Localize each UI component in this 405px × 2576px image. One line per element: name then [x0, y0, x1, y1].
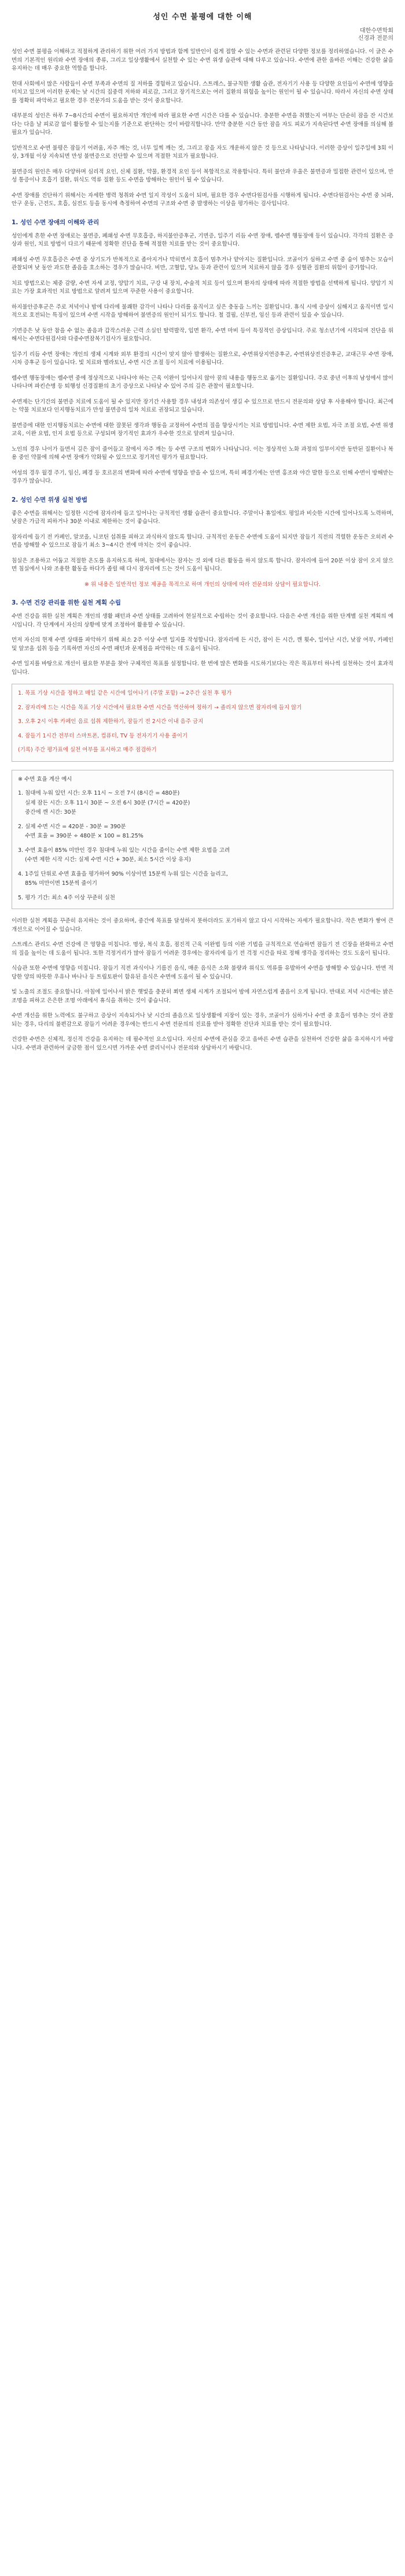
section-paragraph: 하지불안증후군은 주로 저녁이나 밤에 다리에 불쾌한 감각이 나타나 다리를 움직이고 싶은 충동을 느끼는 질환입니다. 휴식 시에 증상이 심해지고 움직이면 일시적으로 호전되는 특징이 있으며 수면 시작을 방해하여 불면증의 원인이 되기도 합니다. 철 결핍, 신부전, 임신 등과 관련이 있을 수 있습니다. — [12, 303, 393, 318]
intro — [12, 48, 393, 209]
section-paragraph: 잠자리에 들기 전 카페인, 알코올, 니코틴 섭취를 피하고 과식하지 않도록 합니다. 규칙적인 운동은 수면에 도움이 되지만 잠들기 직전의 격렬한 운동은 오히려 수면을 방해할 수 있으므로 잠들기 최소 3~4시간 전에 마치는 것이 좋습니다. — [12, 533, 393, 548]
section-paragraph: 식습관 또한 수면에 영향을 미칩니다. 잠들기 직전 과식이나 기름진 음식, 매운 음식은 소화 불량과 위식도 역류를 유발하여 수면을 방해할 수 있습니다. 반면 적당한 양의 따뜻한 우유나 바나나 등 트립토판이 함유된 음식은 수면에 도움이 될 수 있습니다. — [12, 965, 393, 980]
section-paragraph: 수면 일지를 바탕으로 개선이 필요한 부분을 찾아 구체적인 목표를 설정합니다. 한 번에 많은 변화를 시도하기보다는 작은 목표부터 하나씩 실천하는 것이 효과적입니다. — [12, 661, 393, 676]
intro-paragraph: 성인 수면 불평을 이해하고 적절하게 관리하기 위한 여러 가지 방법과 함께 일반인이 쉽게 접할 수 있는 수면과 관련된 다양한 정보를 정리하였습니다. 이 글은 수면의 기본적인 원리와 수면 장애의 종류, 그리고 일상생활에서 실천할 수 있는 수면 위생 습관에 대해 다루고 있습니다. 수면에 관한 올바른 이해는 건강한 삶을 유지하는 데 매우 중요한 역할을 합니다. — [12, 49, 393, 72]
section-paragraph: 불면증에 대한 인지행동치료는 수면에 대한 잘못된 생각과 행동을 교정하여 수면의 질을 향상시키는 치료 방법입니다. 수면 제한 요법, 자극 조절 요법, 수면 위생 교육, 이완 요법, 인지 요법 등으로 구성되며 장기적인 효과가 우수한 것으로 알려져 있습니다. — [12, 422, 393, 437]
disclaimer-note: ※ 위 내용은 일반적인 정보 제공을 목적으로 하며 개인의 상태에 따라 전문의와 상담이 필요합니다. — [84, 581, 321, 588]
section-paragraph: 여성의 경우 월경 주기, 임신, 폐경 등 호르몬의 변화에 따라 수면에 영향을 받을 수 있으며, 특히 폐경기에는 안면 홍조와 야간 발한 등으로 인해 수면이 방해받는 경우가 많습니다. — [12, 469, 393, 484]
example-line: 2. 실제 수면 시간 = 420분 - 30분 = 390분 — [18, 823, 126, 830]
author-org: 대한수면학회 — [360, 28, 393, 34]
document-title: 성인 수면 불평에 대한 이해 — [153, 13, 252, 21]
example-line: 실제 잠든 시간: 오후 11시 30분 ~ 오전 6시 30분 (7시간 = 420분) — [18, 799, 190, 806]
plan-line: (기록) 주간 평가표에 실천 여부를 표시하고 매주 점검하기 — [18, 747, 157, 753]
intro-paragraph: 현대 사회에서 많은 사람들이 수면 부족과 수면의 질 저하를 경험하고 있습니다. 스트레스, 불규칙한 생활 습관, 전자기기 사용 등 다양한 요인들이 수면에 영향을 미치고 있으며 이러한 문제는 낮 시간의 집중력 저하와 피로감, 그리고 장기적으로는 여러 질환의 위험을 높이는 원인이 될 수 있습니다. 따라서 자신의 수면 상태를 정확히 파악하고 필요한 경우 전문가의 도움을 받는 것이 중요합니다. — [12, 80, 393, 104]
section-paragraph: 치료 방법으로는 체중 감량, 수면 자세 교정, 양압기 치료, 구강 내 장치, 수술적 치료 등이 있으며 환자의 상태에 따라 적절한 방법을 선택하게 됩니다. 양압기 치료는 가장 효과적인 치료 방법으로 알려져 있으며 꾸준한 사용이 중요합니다. — [12, 280, 393, 295]
section-paragraph: 수면 건강을 위한 실천 계획은 개인의 생활 패턴과 수면 상태를 고려하여 현실적으로 수립하는 것이 중요합니다. 다음은 수면 개선을 위한 단계별 실천 계획의 예시입니다. 각 단계에서 자신의 상황에 맞게 조정하여 활용할 수 있습니다. — [12, 613, 393, 628]
plan-box — [12, 684, 393, 762]
section-paragraph: 이러한 실천 계획을 꾸준히 유지하는 것이 중요하며, 중간에 목표를 달성하지 못하더라도 포기하지 않고 다시 시작하는 자세가 필요합니다. 작은 변화가 쌓여 큰 개선으로 이어질 수 있습니다. — [12, 918, 393, 933]
section-paragraph: 먼저 자신의 현재 수면 상태를 파악하기 위해 최소 2주 이상 수면 일지를 작성합니다. 잠자리에 든 시간, 잠이 든 시간, 깬 횟수, 일어난 시간, 낮잠 여부, 카페인 및 알코올 섭취 등을 기록하면 자신의 수면 패턴과 문제점을 파악하는 데 도움이 됩니다. — [12, 637, 393, 652]
section-paragraph: 수면 개선을 위한 노력에도 불구하고 증상이 지속되거나 낮 시간의 졸음으로 일상생활에 지장이 있는 경우, 코골이가 심하거나 수면 중 호흡이 멈추는 것이 관찰되는 경우, 다리의 불편감으로 잠들기 어려운 경우에는 반드시 수면 전문의의 진료를 받아 정확한 진단과 치료를 받는 것이 필요합니다. — [12, 1013, 393, 1028]
intro-paragraph: 일반적으로 수면 불평은 잠들기 어려움, 자주 깨는 것, 너무 일찍 깨는 것, 그리고 잠을 자도 개운하지 않은 것 등으로 나타납니다. 이러한 증상이 일주일에 3회 이상, 3개월 이상 지속되면 만성 불면증으로 진단할 수 있으며 적절한 치료가 필요합니다. — [12, 144, 393, 160]
section-paragraph: 건강한 수면은 신체적, 정신적 건강을 유지하는 데 필수적인 요소입니다. 자신의 수면에 관심을 갖고 올바른 수면 습관을 실천하여 건강한 삶을 유지하시기 바랍니다. 수면과 관련하여 궁금한 점이 있으시면 가까운 수면 클리닉이나 전문의와 상담하시기 바랍니다. — [12, 1036, 393, 1051]
section-paragraph: 성인에게 흔한 수면 장애로는 불면증, 폐쇄성 수면 무호흡증, 하지불안증후군, 기면증, 일주기 리듬 수면 장애, 렘수면 행동장애 등이 있습니다. 각각의 질환은 증상과 원인, 치료 방법이 다르기 때문에 정확한 진단을 통해 적절한 치료를 받는 것이 중요합니다. — [12, 232, 393, 247]
example-line: ※ 수면 효율 계산 예시 — [18, 776, 72, 783]
example-line: 4. 1주일 단위로 수면 효율을 평가하여 90% 이상이면 15분씩 누워 있는 시간을 늘리고, — [18, 870, 228, 877]
section-paragraph: 기면증은 낮 동안 참을 수 없는 졸음과 갑작스러운 근력 소실인 탈력발작, 입면 환각, 수면 마비 등이 특징적인 증상입니다. 주로 청소년기에 시작되며 진단을 위해서는 수면다원검사와 다중수면잠복기검사가 필요합니다. — [12, 327, 393, 342]
section-paragraph: 노인의 경우 나이가 들면서 깊은 잠이 줄어들고 잠에서 자주 깨는 등 수면 구조의 변화가 나타납니다. 이는 정상적인 노화 과정의 일부이지만 동반된 질환이나 복용 중인 약물에 의해 수면 장애가 악화될 수 있으므로 정기적인 평가가 필요합니다. — [12, 446, 393, 461]
section-heading: 1. 성인 수면 장애의 이해와 관리 — [12, 218, 100, 226]
plan-line: 4. 잠들기 1시간 전부터 스마트폰, 컴퓨터, TV 등 전자기기 사용 줄이기 — [18, 732, 188, 739]
section-3 — [12, 598, 393, 1052]
example-line: (수면 제한 시작 시간: 실제 수면 시간 + 30분, 최소 5시간 이상 유지) — [18, 857, 192, 863]
plan-line: 1. 목표 기상 시간을 정하고 매일 같은 시간에 일어나기 (주말 포함) → 2주간 실천 후 평가 — [18, 690, 232, 696]
efficiency-example-box — [12, 770, 393, 910]
author-role: 신경과 전문의 — [358, 35, 393, 42]
section-paragraph: 빛 노출의 조절도 중요합니다. 아침에 일어나서 밝은 햇빛을 충분히 쬐면 생체 시계가 조절되어 밤에 자연스럽게 졸음이 오게 됩니다. 반대로 저녁 시간에는 밝은 조명을 피하고 은은한 조명 아래에서 휴식을 취하는 것이 좋습니다. — [12, 989, 393, 1004]
example-line: 1. 침대에 누워 있던 시간: 오후 11시 ~ 오전 7시 (8시간 = 480분) — [18, 790, 180, 796]
section-paragraph: 폐쇄성 수면 무호흡증은 수면 중 상기도가 반복적으로 좁아지거나 막히면서 호흡이 멈추거나 얕아지는 질환입니다. 코골이가 심하고 수면 중 숨이 멈추는 모습이 관찰되며 낮 동안 과도한 졸음을 호소하는 경우가 많습니다. 비만, 고혈압, 당뇨 등과 관련이 있으며 치료하지 않을 경우 심혈관 질환의 위험이 증가합니다. — [12, 256, 393, 271]
example-line: 3. 수면 효율이 85% 미만인 경우 침대에 누워 있는 시간을 줄이는 수면 제한 요법을 고려 — [18, 847, 230, 854]
section-1 — [12, 218, 393, 486]
section-heading: 3. 수면 건강 관리를 위한 실천 계획 수립 — [12, 599, 122, 606]
section-paragraph: 스트레스 관리도 수면 건강에 큰 영향을 미칩니다. 명상, 복식 호흡, 점진적 근육 이완법 등의 이완 기법을 규칙적으로 연습하면 잠들기 전 긴장을 완화하고 수면의 질을 높이는 데 도움이 됩니다. 또한 걱정거리가 많아 잠들기 어려운 경우에는 잠자리에 들기 전 걱정 시간을 따로 정해 생각을 정리하는 것도 도움이 됩니다. — [12, 942, 393, 957]
document — [0, 0, 405, 1059]
section-paragraph: 좋은 수면을 위해서는 일정한 시간에 잠자리에 들고 일어나는 규칙적인 생활 습관이 중요합니다. 주말이나 휴일에도 평일과 비슷한 시간에 일어나도록 노력하며, 낮잠은 가급적 피하거나 30분 이내로 제한하는 것이 좋습니다. — [12, 510, 393, 525]
section-2 — [12, 495, 393, 590]
plan-line: 3. 오후 2시 이후 카페인 음료 섭취 제한하기, 잠들기 전 2시간 이내 음주 금지 — [18, 718, 204, 725]
section-heading: 2. 성인 수면 위생 실천 방법 — [12, 496, 88, 503]
section-paragraph: 침실은 조용하고 어둡고 적절한 온도를 유지하도록 하며, 침대에서는 잠자는 것 외에 다른 활동을 하지 않도록 합니다. 잠자리에 들어 20분 이상 잠이 오지 않으면 침실에서 나와 조용한 활동을 하다가 졸릴 때 다시 잠자리에 드는 것이 도움이 됩니다. — [12, 557, 393, 572]
section-paragraph: 일주기 리듬 수면 장애는 개인의 생체 시계와 외부 환경의 시간이 맞지 않아 발생하는 질환으로, 수면위상지연증후군, 수면위상전진증후군, 교대근무 수면 장애, 시차 증후군 등이 있습니다. 빛 치료와 멜라토닌, 수면 시간 조절 등이 치료에 이용됩니다. — [12, 351, 393, 366]
intro-paragraph: 불면증의 원인은 매우 다양하며 심리적 요인, 신체 질환, 약물, 환경적 요인 등이 복합적으로 작용합니다. 특히 불안과 우울은 불면증과 밀접한 관련이 있으며, 만성 통증이나 호흡기 질환, 위식도 역류 질환 등도 수면을 방해하는 원인이 될 수 있습니다. — [12, 168, 393, 183]
author-block — [12, 27, 393, 42]
section-paragraph: 렘수면 행동장애는 렘수면 중에 정상적으로 나타나야 하는 근육 이완이 일어나지 않아 꿈의 내용을 행동으로 옮기는 질환입니다. 주로 중년 이후의 남성에서 많이 나타나며 파킨슨병 등 퇴행성 신경질환의 초기 증상으로 나타날 수 있어 주의 깊은 관찰이 필요합니다. — [12, 375, 393, 390]
example-line: 85% 미만이면 15분씩 줄이기 — [18, 880, 97, 887]
intro-paragraph: 대부분의 성인은 하루 7~8시간의 수면이 필요하지만 개인에 따라 필요한 수면 시간은 다를 수 있습니다. 충분한 수면을 취했는지 여부는 단순히 잠을 잔 시간보다는 다음 날 피로감 없이 활동할 수 있는지를 기준으로 판단하는 것이 바람직합니다. 만약 충분한 시간 동안 잠을 자도 피로가 지속된다면 수면 장애를 의심해 볼 필요가 있습니다. — [12, 113, 393, 136]
example-line: 5. 평가 기간: 최소 4주 이상 꾸준히 실천 — [18, 894, 115, 901]
example-line: 수면 효율 = 390분 ÷ 480분 × 100 = 81.25% — [18, 833, 143, 839]
example-line: 중간에 깬 시간: 30분 — [18, 809, 76, 816]
plan-line: 2. 잠자리에 드는 시간을 목표 기상 시간에서 필요한 수면 시간을 역산하여 정하기 → 졸리지 않으면 잠자리에 들지 않기 — [18, 704, 302, 711]
intro-paragraph: 수면 장애를 진단하기 위해서는 자세한 병력 청취와 수면 일지 작성이 도움이 되며, 필요한 경우 수면다원검사를 시행하게 됩니다. 수면다원검사는 수면 중 뇌파, 안구 운동, 근전도, 호흡, 심전도 등을 동시에 측정하여 수면의 구조와 수면 중 발생하는 이상을 평가하는 검사입니다. — [12, 192, 393, 207]
section-paragraph: 수면제는 단기간의 불면증 치료에 도움이 될 수 있지만 장기간 사용할 경우 내성과 의존성이 생길 수 있으므로 반드시 전문의와 상담 후 사용해야 합니다. 최근에는 약물 치료보다 인지행동치료가 만성 불면증의 일차 치료로 권장되고 있습니다. — [12, 398, 393, 413]
